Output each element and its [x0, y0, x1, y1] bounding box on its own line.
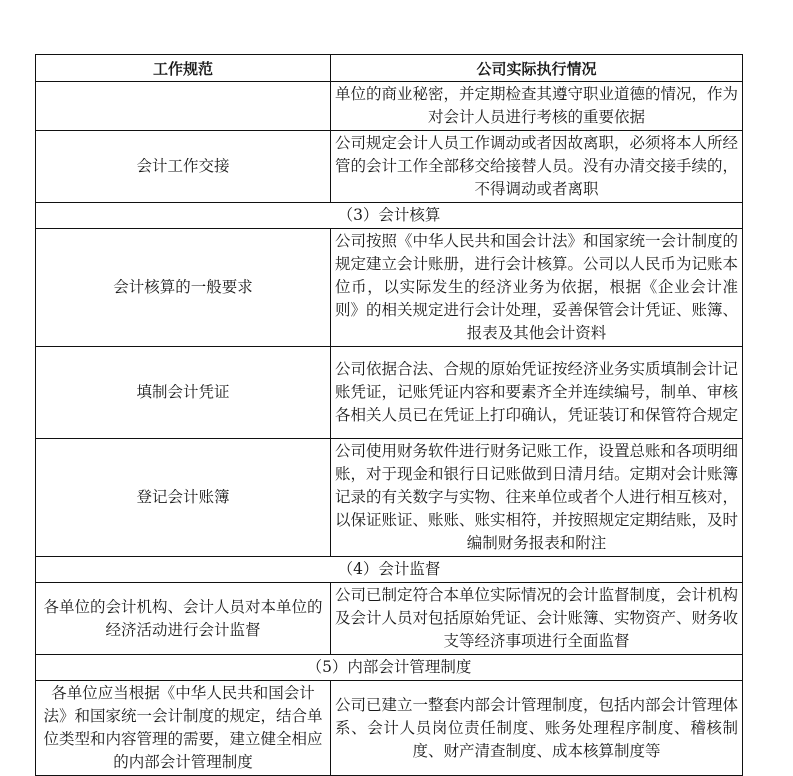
- row-standard-cell: 各单位的会计机构、会计人员对本单位的经济活动进行会计监督: [36, 583, 331, 655]
- header-actual-execution: 公司实际执行情况: [331, 55, 743, 82]
- table-row: [36, 681, 743, 776]
- compliance-table: [35, 54, 743, 776]
- section-row: [36, 557, 743, 583]
- row-standard-cell: 登记会计账簿: [36, 439, 331, 557]
- table-row: [36, 82, 743, 131]
- row-execution-cell: 单位的商业秘密，并定期检查其遵守职业道德的情况，作为对会计人员进行考核的重要依据: [331, 82, 743, 131]
- row-standard-cell: 会计工作交接: [36, 131, 331, 203]
- row-standard-cell: [36, 82, 331, 131]
- table-row: [36, 583, 743, 655]
- section-row: [36, 203, 743, 229]
- section-row: [36, 655, 743, 681]
- row-execution-cell: 公司依据合法、合规的原始凭证按经济业务实质填制会计记账凭证，记账凭证内容和要素齐全并连续编号，制单、审核各相关人员已在凭证上打印确认，凭证装订和保管符合规定: [331, 347, 743, 439]
- row-standard-cell: 各单位应当根据《中华人民共和国会计法》和国家统一会计制度的规定，结合单位类型和内容管理的需要，建立健全相应的内部会计管理制度: [36, 681, 331, 776]
- header-work-standard: 工作规范: [36, 55, 331, 82]
- table-row: [36, 229, 743, 347]
- row-execution-cell: 公司规定会计人员工作调动或者因故离职，必须将本人所经管的会计工作全部移交给接替人员。没有办清交接手续的，不得调动或者离职: [331, 131, 743, 203]
- section-title: （4）会计监督: [36, 557, 743, 583]
- table-header-row: [36, 55, 743, 82]
- row-execution-cell: 公司使用财务软件进行财务记账工作，设置总账和各项明细账，对于现金和银行日记账做到日清月结。定期对会计账簿记录的有关数字与实物、往来单位或者个人进行相互核对，以保证账证、账账、账实相符，并按照规定定期结账，及时编制财务报表和附注: [331, 439, 743, 557]
- row-execution-cell: 公司已制定符合本单位实际情况的会计监督制度，会计机构及会计人员对包括原始凭证、会计账簿、实物资产、财务收支等经济事项进行全面监督: [331, 583, 743, 655]
- table-row: [36, 131, 743, 203]
- row-execution-cell: 公司已建立一整套内部会计管理制度，包括内部会计管理体系、会计人员岗位责任制度、账务处理程序制度、稽核制度、财产清查制度、成本核算制度等: [331, 681, 743, 776]
- section-title: （3）会计核算: [36, 203, 743, 229]
- row-standard-cell: 填制会计凭证: [36, 347, 331, 439]
- row-standard-cell: 会计核算的一般要求: [36, 229, 331, 347]
- section-title: （5）内部会计管理制度: [36, 655, 743, 681]
- row-execution-cell: 公司按照《中华人民共和国会计法》和国家统一会计制度的规定建立会计账册，进行会计核算。公司以人民币为记账本位币，以实际发生的经济业务为依据，根据《企业会计准则》的相关规定进行会计处理，妥善保管会计凭证、账簿、报表及其他会计资料: [331, 229, 743, 347]
- table-row: [36, 439, 743, 557]
- table-row: [36, 347, 743, 439]
